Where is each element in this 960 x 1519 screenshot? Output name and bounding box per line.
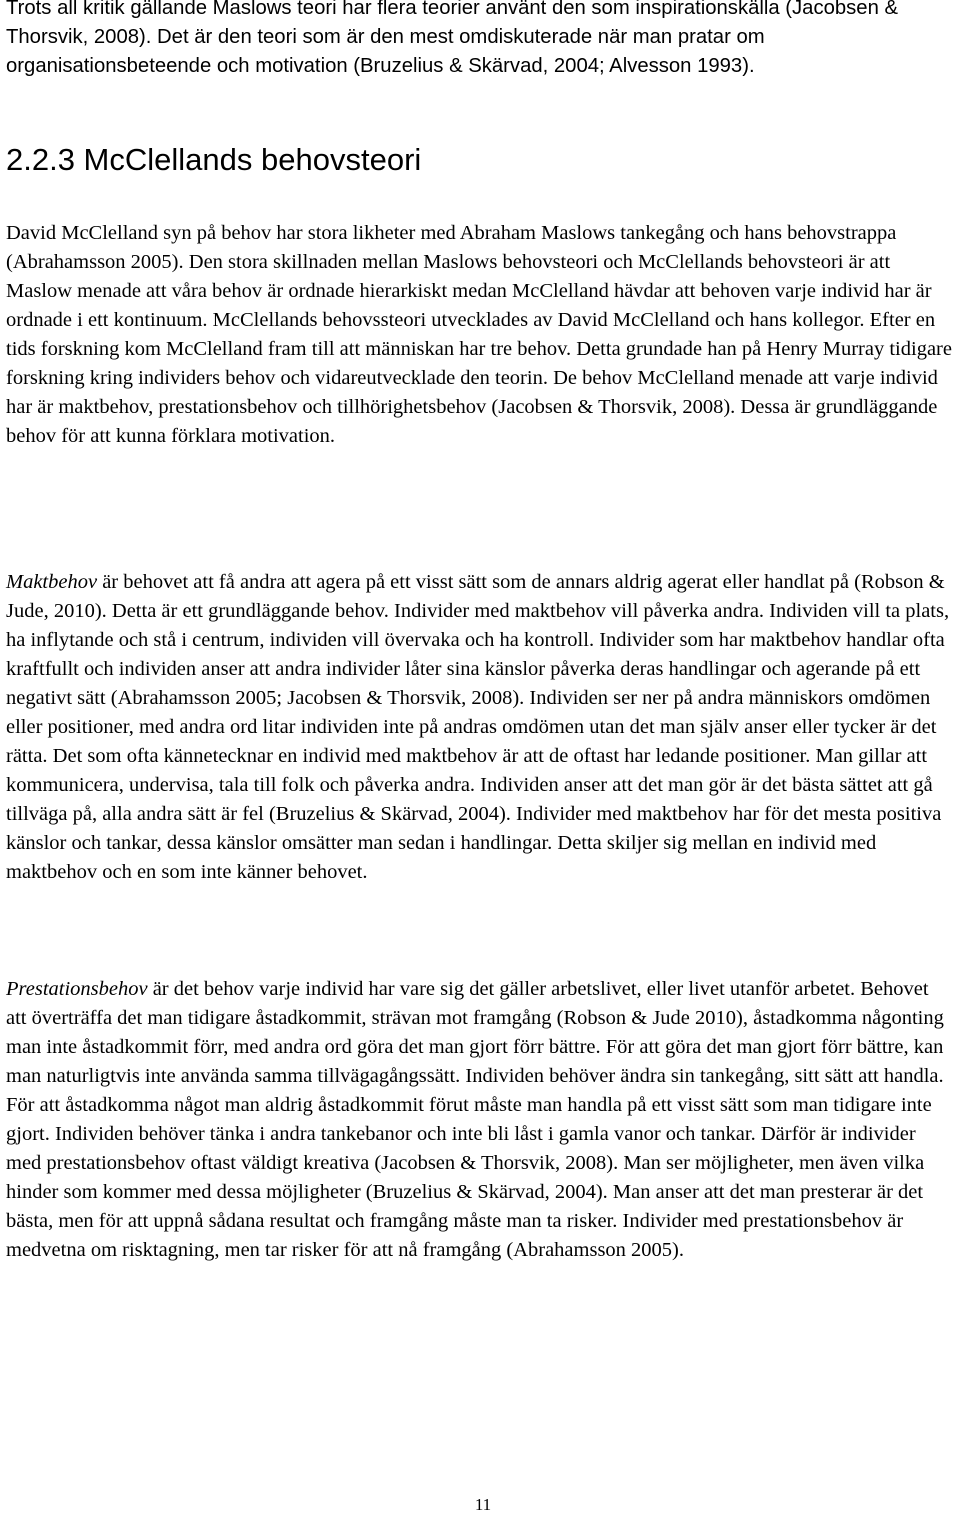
paragraph-maktbehov: [6, 568, 952, 887]
intro-paragraph: Trots all kritik gällande Maslows teori har flera teorier använt den som inspirationskälla (Jacobsen & Thorsvik, 2008). Det är den teori som är den mest omdiskuterade när man pratar om organisationsbeteende och motivation (Bruzelius & Skärvad, 2004; Alvesson 1993).: [6, 0, 899, 77]
paragraph-prestationsbehov-text: är det behov varje individ har vare sig det gäller arbetslivet, eller livet utanför arbetet. Behovet att överträffa det man tidigare åstadkommit, strävan mot framgång (Robson & Jude 2010), åstadkomma någonting man inte åstadkommit förr, med andra ord göra det man gjort förr bättre. För att göra det man gjort förr bättre, kan man naturligtvis inte använda samma tillvägagångssätt. Individen behöver ändra sin tankegång, sitt sätt att handla. För att åstadkomma något man aldrig åstadkommit förut måste man handla på ett visst sätt som man tidigare inte gjort. Individen behöver tänka i andra tankebanor och inte bli låst i gamla vanor och tankar. Därför är individer med prestationsbehov oftast väldigt kreativa (Jacobsen & Thorsvik, 2008). Man ser möjligheter, men även vilka hinder som kommer med dessa möjligheter (Bruzelius & Skärvad, 2004). Man anser att det man presterar är det bästa, men för att uppnå sådana resultat och framgång måste man ta risker. Individer med prestationsbehov är medvetna om risktagning, men tar risker för att nå framgång (Abrahamsson 2005).: [6, 978, 944, 1261]
term-maktbehov: Maktbehov: [6, 571, 98, 593]
term-prestationsbehov: Prestationsbehov: [6, 978, 148, 1000]
paragraph-maktbehov-text: är behovet att få andra att agera på ett visst sätt som de annars aldrig agerat eller handlat på (Robson & Jude, 2010). Detta är ett grundläggande behov. Individer med maktbehov vill påverka andra. Individen vill ta plats, ha inflytande och stå i centrum, individen vill övervaka och ha kontroll. Individer som har maktbehov handlar ofta kraftfullt och individen anser att andra individer låter sina känslor påverka deras handlingar och agerande på ett negativt sätt (Abrahamsson 2005; Jacobsen & Thorsvik, 2008). Individen ser ner på andra människors omdömen eller positioner, med andra ord litar individen inte på andras omdömen utan det man själv anser eller tycker är det rätta. Det som ofta kännetecknar en individ med maktbehov är att de oftast har ledande positioner. Man gillar att kommunicera, undervisa, tala till folk och påverka andra. Individen anser att det man gör är det bästa sättet att gå tillväga på, alla andra sätt är fel (Bruzelius & Skärvad, 2004). Individer med maktbehov har för det mesta positiva känslor och tankar, dessa känslor omsätter man sedan i handlingar. Detta skiljer sig mellan en individ med maktbehov och en som inte känner behovet.: [6, 571, 950, 883]
section-heading: 2.2.3 McClellands behovsteori: [6, 142, 422, 177]
page-number: 11: [474, 1495, 492, 1514]
paragraph-mcclelland-overview: David McClelland syn på behov har stora likheter med Abraham Maslows tankegång och hans behovstrappa (Abrahamsson 2005). Den stora skillnaden mellan Maslows behovsteori och McClellands behovsteori är att Maslow menade att våra behov är ordnade hierarkiskt medan McClelland hävdar att behoven varje individ har är ordnade i ett kontinuum. McClellands behovssteori utvecklades av David McClelland och hans kollegor. Efter en tids forskning kom McClelland fram till att människan har tre behov. Detta grundade han på Henry Murray tidigare forskning kring individers behov och vidareutvecklade den teorin. De behov McClelland menade att varje individ har är maktbehov, prestationsbehov och tillhörighetsbehov (Jacobsen & Thorsvik, 2008). Dessa är grundläggande behov för att kunna förklara motivation.: [6, 222, 952, 447]
paragraph-prestationsbehov: [6, 975, 952, 1265]
